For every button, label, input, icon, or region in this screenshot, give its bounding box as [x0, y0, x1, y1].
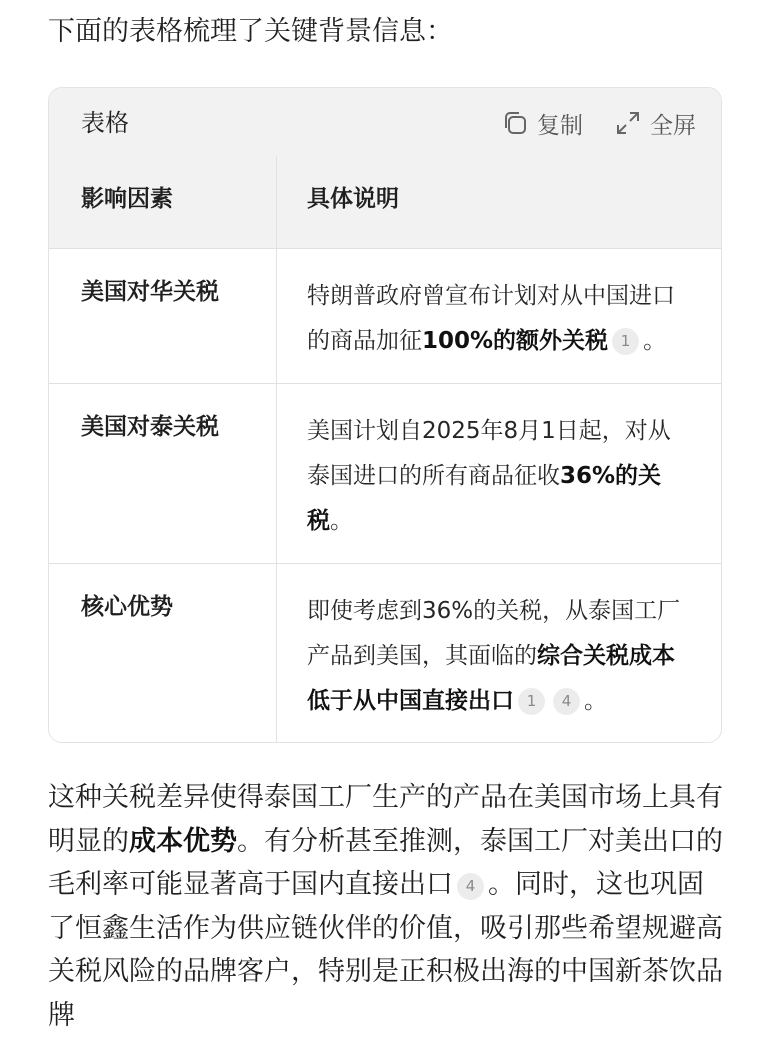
copy-icon	[501, 109, 529, 137]
factor-cell: 核心优势	[81, 594, 173, 620]
paragraph-bold-text: 成本优势	[129, 825, 237, 857]
table-card	[48, 87, 722, 743]
description-bold-text: 低于从中国直接出口	[307, 688, 514, 714]
description-bold-text: 税	[307, 508, 330, 534]
description-bold-text: 100%的额外关税	[422, 328, 609, 354]
column-divider	[276, 156, 277, 742]
citation-badge[interactable]: 1	[518, 688, 545, 715]
table-header-row	[49, 156, 721, 249]
description-text: 。	[643, 328, 667, 354]
fullscreen-button[interactable]	[614, 106, 696, 140]
description-text: 泰国进口的所有商品征收	[307, 463, 560, 489]
intro-text: 下面的表格梳理了关键背景信息：	[48, 16, 453, 47]
paragraph-text: 这种关税差异使得泰国工厂生产的产品在美国市场上具有明显的	[48, 782, 723, 857]
description-text: 产品到美国，其面临的	[307, 643, 537, 669]
table-row	[49, 383, 721, 564]
description-text: 美国计划自2025年8月1日起，对从	[307, 418, 671, 444]
table-row	[49, 563, 721, 742]
table-card-title: 表格	[81, 109, 129, 137]
paragraph-text: 。有分析甚至推测，泰国工厂对美出口的毛利率可能显著高于国内直接出口	[48, 825, 723, 900]
copy-label: 复制	[537, 112, 583, 139]
description-bold-text: 36%的关	[560, 463, 662, 489]
description-text: 即使考虑到36%的关税，从泰国工厂	[307, 598, 681, 624]
body-paragraph	[48, 776, 728, 1037]
expand-icon	[614, 109, 642, 137]
citation-badge[interactable]: 4	[553, 688, 580, 715]
column-header-description: 具体说明	[307, 186, 399, 212]
paragraph-text: 。同时，这也巩固了恒鑫生活作为供应链伙伴的价值，吸引那些希望规避高关税风险的品牌客户，特别是正积极出海的中国新茶饮品牌	[48, 869, 723, 1031]
description-cell	[277, 383, 721, 563]
table-card-header	[49, 88, 721, 157]
fullscreen-label: 全屏	[650, 112, 696, 139]
description-cell	[277, 248, 721, 383]
description-bold-text: 综合关税成本	[537, 643, 675, 669]
description-text: 。	[584, 688, 607, 714]
copy-button[interactable]	[501, 106, 583, 140]
factor-cell: 美国对华关税	[81, 279, 219, 305]
description-cell	[277, 563, 721, 742]
citation-badge[interactable]: 4	[457, 873, 484, 900]
factor-cell: 美国对泰关税	[81, 414, 219, 440]
citation-badge[interactable]: 1	[612, 328, 639, 355]
description-text: 。	[330, 508, 353, 534]
column-header-factor: 影响因素	[81, 186, 173, 212]
table-row	[49, 248, 721, 384]
description-text: 的商品加征	[307, 328, 422, 354]
description-text: 特朗普政府曾宣布计划对从中国进口	[307, 283, 675, 309]
